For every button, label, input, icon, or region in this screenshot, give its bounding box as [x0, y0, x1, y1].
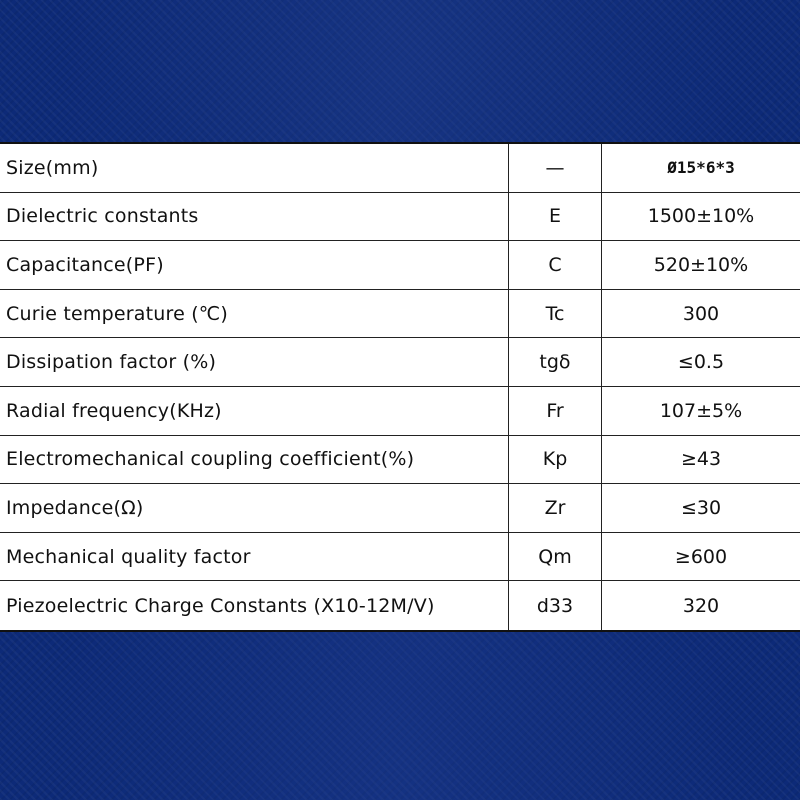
param-value: ≥43	[680, 448, 722, 471]
param-symbol: Tc	[509, 290, 602, 338]
param-symbol: tgδ	[509, 338, 602, 386]
param-label: Piezoelectric Charge Constants (X10-12M/V)	[0, 581, 509, 630]
table-row	[0, 387, 800, 436]
param-value: Ø15*6*3	[667, 158, 735, 178]
param-label: Electromechanical coupling coefficient(%)	[0, 436, 509, 484]
param-symbol: —	[509, 144, 602, 192]
param-label: Dielectric constants	[0, 193, 509, 241]
param-symbol: C	[509, 241, 602, 289]
param-label: Curie temperature (℃)	[0, 290, 509, 338]
table-row	[0, 144, 800, 193]
param-label: Size(mm)	[0, 144, 509, 192]
param-symbol: Fr	[509, 387, 602, 435]
table-row	[0, 290, 800, 339]
param-label: Impedance(Ω)	[0, 484, 509, 532]
table-row	[0, 338, 800, 387]
param-label: Capacitance(PF)	[0, 241, 509, 289]
param-value: ≤30	[680, 496, 722, 519]
spec-table	[0, 142, 800, 632]
param-label: Radial frequency(KHz)	[0, 387, 509, 435]
param-value: 107±5%	[659, 399, 743, 422]
param-symbol: Qm	[509, 533, 602, 581]
table-row	[0, 533, 800, 582]
param-value: 320	[682, 594, 720, 617]
param-symbol: Kp	[509, 436, 602, 484]
param-label: Mechanical quality factor	[0, 533, 509, 581]
table-row	[0, 193, 800, 242]
param-symbol: Zr	[509, 484, 602, 532]
param-value: 300	[682, 302, 720, 325]
param-label: Dissipation factor (%)	[0, 338, 509, 386]
param-symbol: d33	[509, 581, 602, 630]
param-symbol: E	[509, 193, 602, 241]
table-row	[0, 436, 800, 485]
table-row	[0, 484, 800, 533]
table-row	[0, 581, 800, 630]
param-value: 1500±10%	[647, 205, 755, 228]
param-value: ≥600	[674, 545, 728, 568]
table-row	[0, 241, 800, 290]
param-value: 520±10%	[653, 253, 749, 276]
param-value: ≤0.5	[677, 351, 725, 374]
